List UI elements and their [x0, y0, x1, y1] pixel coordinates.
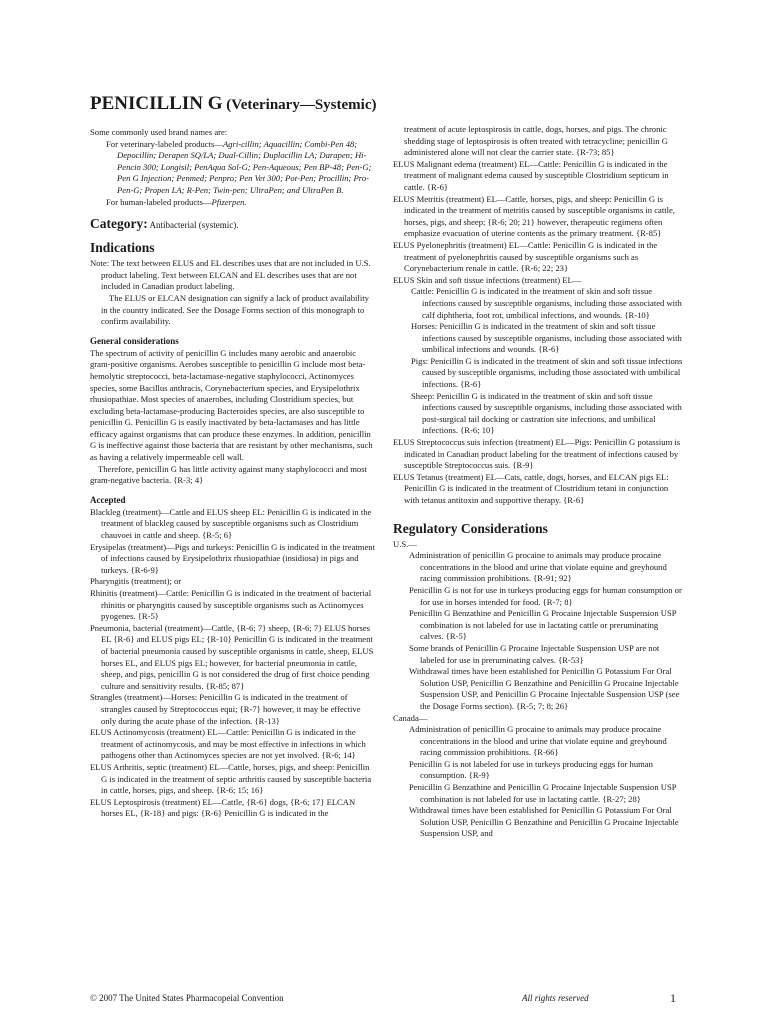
us-item: Penicillin G is not for use in turkeys producing eggs for human consumption or for use in horses intended for food. {R-7; 8}	[409, 584, 682, 607]
category-heading	[90, 216, 375, 232]
indications-note-2: The ELUS or ELCAN designation can signify a lack of product availability in the country indicated. See the Dosage Forms section of this monograph to confirm availability.	[101, 292, 369, 327]
canada-label: Canada—	[393, 712, 428, 723]
page-number: 1	[670, 991, 676, 1005]
us-item: Penicillin G Benzathine and Penicillin G Procaine Injectable Suspension USP combination is not labeled for use in lactating cattle or preruminating calves. {R-5}	[409, 608, 677, 642]
canada-item: Administration of penicillin G procaine to animals may produce procaine concentrations in the blood and urine that violate equine and greyhound racing commission prohibitions. {R-66}	[409, 724, 667, 758]
accepted-item: Rhinitis (treatment)—Cattle: Penicillin G is indicated in the treatment of bacterial rhinitis or pharyngitis caused by susceptible organisms such as Actinomyces pyogenes. {R-5}	[90, 588, 372, 622]
footer-copyright: © 2007 The United States Pharmacopeial Convention	[90, 993, 284, 1003]
footer-rights: All rights reserved	[522, 993, 589, 1003]
brand-human-list: Pfizerpen.	[211, 196, 247, 207]
accepted-item: Pharyngitis (treatment); or	[90, 576, 182, 587]
brand-intro: Some commonly used brand names are:	[90, 127, 228, 137]
regulatory-heading: Regulatory Considerations	[393, 520, 548, 536]
brand-human-label: For human-labeled products—	[106, 196, 212, 207]
accepted-item: Pneumonia, bacterial (treatment)—Cattle, {R-6; 7} sheep, {R-6; 7} ELUS horses EL {R-6} and ELUS pigs EL; {R-10} Penicillin G is indicated in the treatment of bacterial pneumonia caused by susceptible organisms in cattle, sheep, ELUS horses EL, and ELUS pigs EL; however, for bacterial pneumonia in cattle, sheep, and pigs, penicillin G is not considered the drug of first choice pending culture and sensitivity results. {R-85; 87}	[90, 622, 374, 691]
accepted-item: ELUS Actinomycosis (treatment) EL—Cattle: Penicillin G is indicated in the treatment of actinomycosis, and may be most effective in infections in which pathogens other than Actinomyces species are not yet involved. {R-6; 14}	[90, 727, 366, 761]
accepted-item: Blackleg (treatment)—Cattle and ELUS sheep EL: Penicillin G is indicated in the treatment of blackleg caused by susceptible organisms such as Clostridium chauvoei in cattle and sheep. {R-5; 6}	[90, 506, 372, 541]
title-sub: (Veterinary—Systemic)	[222, 97, 377, 113]
general-considerations-p1: The spectrum of activity of penicillin G includes many aerobic and anaerobic gram-positive organisms. Aerobes susceptible to penicillin G include most beta-hemolytic streptococci, beta-lactamase-negative staphylococci, Actinomyces species, some Bacillus anthracis, Corynebacterium species, and Erysipelothrix rhusiopathiae. Most species of anaerobes, including Clostridium species, but excluding beta-lactamase-producing Bacteroides species, are also susceptible to penicillin G. Penicillin G is easily inactivated by beta-lactamases and has little efficacy against organisms that can produce these enzymes. In addition, penicillin G is ineffective against those bacteria that are resistant by other mechanisms, such as having a relatively impermeable cell wall.	[90, 347, 373, 463]
us-item: Withdrawal times have been established for Penicillin G Potassium For Oral Solution USP, Penicillin G Benzathine and Penicillin G Procaine Injectable Suspension USP, and Penicillin G Procaine Injectable Suspension USP (see the Dosage Forms section). {R-5; 7; 8; 26}	[409, 666, 680, 711]
general-considerations-heading: General considerations	[90, 335, 179, 346]
accepted-heading: Accepted	[90, 494, 126, 505]
category-value: Antibacterial (systemic).	[147, 220, 239, 231]
canada-item: Penicillin G Benzathine and Penicillin G Procaine Injectable Suspension USP combination is not labeled for use in lactating cattle. {R-27; 28}	[409, 782, 677, 804]
canada-item: Penicillin G is not labeled for use in turkeys producing eggs for human consumption. {R-9}	[409, 758, 653, 781]
brand-human	[90, 197, 375, 209]
category-label: Category:	[90, 216, 148, 232]
accepted-item: ELUS Leptospirosis (treatment) EL—Cattle, {R-6} dogs, {R-6; 17} ELCAN horses EL, {R-18} and pigs: {R-6} Penicillin G is indicated in the	[90, 796, 356, 819]
accepted-item: Erysipelas (treatment)—Pigs and turkeys: Penicillin G is indicated in the treatment of infections caused by Erysipelothrix rhusiopathiae (insidiosa) in pigs and turkeys. {R-6-9}	[90, 541, 375, 575]
indications-heading: Indications	[90, 240, 155, 256]
leptospirosis-continued: treatment of acute leptospirosis in cattle, dogs, horses, and pigs. The chronic shedding stage of leptospirosis is often treated with tetracycline; penicillin G administered alone will not clear the carrier state. {R-73; 85}	[404, 124, 668, 158]
canada-item: Withdrawal times have been established for Penicillin G Potassium For Oral Solution USP, Penicillin G Benzathine and Penicillin G Procaine Injectable Suspension USP, and	[409, 805, 679, 839]
brand-vet-label: For veterinary-labeled products—	[106, 138, 223, 149]
indication-item: ELUS Streptococcus suis infection (treatment) EL—Pigs: Penicillin G potassium is indicated in Canadian product labeling for the treatment of infections caused by susceptible Streptococcus suis. {R-9}	[393, 437, 681, 471]
indication-item: ELUS Tetanus (treatment) EL—Cats, cattle, dogs, horses, and ELCAN pigs EL: Penicillin G is indicated in the treatment of Clostridium tetani in conjunction with tetanus antitoxin and supportive therapy. {R-6}	[393, 471, 669, 505]
brand-vet	[90, 139, 375, 197]
indication-item: ELUS Malignant edema (treatment) EL—Cattle: Penicillin G is indicated in the treatment of malignant edema caused by susceptible Clostridium septicum in cattle. {R-6}	[393, 158, 669, 192]
skin-sub-item: Cattle: Penicillin G is indicated in the treatment of skin and soft tissue infections caused by susceptible organisms, including those associated with calf diphtheria, foot rot, umbilical infections, and wounds. {R-10}	[411, 286, 682, 320]
general-considerations-p2: Therefore, penicillin G has little activity against many staphylococci and most gram-negative bacteria. {R-3; 4}	[90, 463, 367, 486]
indication-item: ELUS Skin and soft tissue infections (treatment) EL—	[393, 274, 582, 285]
accepted-item: Strangles (treatment)—Horses: Penicillin G is indicated in the treatment of strangles caused by Streptococcus equi; {R-7} however, it may be effective only during the acute phase of the infection. {R-13}	[90, 692, 361, 726]
skin-sub-item: Pigs: Penicillin G is indicated in the treatment of skin and soft tissue infections caused by susceptible organisms, including those associated with umbilical infections. {R-6}	[411, 355, 683, 390]
indication-item: ELUS Pyelonephritis (treatment) EL—Cattle: Penicillin G is indicated in the treatment of pyelonephritis caused by susceptible organisms such as Corynebacterium renale in cattle. {R-6; 22; 23}	[393, 239, 658, 274]
skin-sub-item: Horses: Penicillin G is indicated in the treatment of skin and soft tissue infections caused by susceptible organisms, including those associated with umbilical infections and wounds. {R-6}	[411, 321, 682, 355]
us-item: Some brands of Penicillin G Procaine Injectable Suspension USP are not labeled for use in preruminating calves. {R-53}	[409, 642, 660, 665]
page-title	[90, 93, 375, 115]
us-label: U.S.—	[393, 538, 417, 549]
indication-item: ELUS Metritis (treatment) EL—Cattle, horses, pigs, and sheep: Penicillin G is indicated in the treatment of metritis caused by susceptible organisms in cattle, horses, pigs, and sheep; {R-6; 20; 21} however, therapeutic regimens often emphasize evacuation of uterine contents as the primary treatment. {R-85}	[393, 193, 675, 239]
indications-note-1: Note: The text between ELUS and EL describes uses that are not included in U.S. product labeling. Text between ELCAN and EL describes uses that are not included in Canadian product labeling.	[90, 258, 371, 292]
us-item: Administration of penicillin G procaine to animals may produce procaine concentrations in the blood and urine that violate equine and greyhound racing commission prohibitions. {R-91; 92}	[409, 550, 667, 584]
brand-vet-list: Agri-cillin; Aquacillin; Combi-Pen 48; Depocillin; Derapen SQ/LA; Dual-Cillin; Duplocillin LA; Darapen; Hi-Pencin 300; Longisil; PenAqua Sol-G; Pen-Aqueous; Pen BP-48; Pen-G; Pen G Injection; Penmed; Penpro; Pen Vet 300; Pot-Pen; Procillin; Pro-Pen-G; Propen LA; R-Pen; Twin-pen; UltraPen; and UltraPen B.	[117, 138, 372, 195]
skin-sub-item: Sheep: Penicillin G is indicated in the treatment of skin and soft tissue infections caused by susceptible organisms, including those associated with post-surgical tail docking or castration site infections, and umbilical infections. {R-6; 10}	[411, 390, 682, 436]
right-column	[393, 124, 683, 840]
left-column	[90, 93, 375, 820]
title-main: PENICILLIN G	[90, 93, 223, 114]
accepted-item: ELUS Arthritis, septic (treatment) EL—Cattle, horses, pigs, and sheep: Penicillin G is indicated in the treatment of septic arthritis caused by susceptible bacteria in cattle, horses, pigs, and sheep. {R-6; 15; 16}	[90, 761, 372, 796]
